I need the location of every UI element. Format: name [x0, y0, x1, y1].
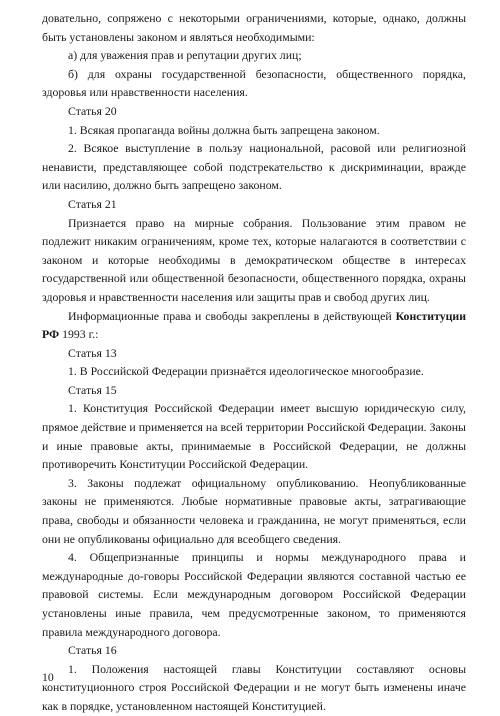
paragraph-continuation: довательно, сопряжено с некоторыми ограничениями, которые, однако, должны быть установлены законом и являться необходимыми:	[42, 11, 466, 44]
intro-text-end: 1993 г.:	[59, 327, 99, 342]
article-clause: 4. Общепризнанные принципы и нормы международного права и международные до-говоры Российской Федерации являются составной частью ее правовой системы. Если международным договором Российской Федерации установлены иные правила, чем предусмотренные законом, то применяются правила международного договора.	[42, 550, 466, 639]
article-heading: Статья 13	[68, 345, 117, 360]
article-heading: Статья 21	[68, 196, 117, 211]
constitution-intro-paragraph	[42, 307, 466, 344]
document-body	[42, 9, 466, 716]
article-clause: 2. Всякое выступление в пользу национальной, расовой или религиозной ненависти, представляющее собой подстрекательство к дискриминации, вражде или насилию, должно быть запрещено законом.	[42, 141, 466, 193]
article-clause: 1. В Российской Федерации признаётся идеологическое многообразие.	[68, 364, 424, 379]
article-clause: 1. Конституция Российской Федерации имеет высшую юридическую силу, прямое действие и применяется на всей территории Российской Федерации. Законы и иные правовые акты, принимаемые в Российской Федерации, не должны противоречить Конституции Российской Федерации.	[42, 401, 466, 472]
intro-text: Информационные права и свободы закреплены в действующей	[68, 308, 396, 323]
page-number: 10	[42, 670, 54, 684]
article-clause: 1. Всякая пропаганда войны должна быть запрещена законом.	[68, 122, 380, 137]
article-heading: Статья 20	[68, 103, 117, 118]
article-heading: Статья 16	[68, 643, 117, 658]
article-clause: 1. Положения настоящей главы Конституции составляют основы конституционного строя Российской Федерации и не могут быть изменены иначе как в порядке, установленном настоящей Конституцией.	[42, 661, 466, 713]
article-clause: 3. Законы подлежат официальному опубликованию. Неопубликованные законы не применяются. Любые нормативные правовые акты, затрагивающие права, свободы и обязанности человека и гражданина, не могут применяться, если они не опубликованы официально для всеобщего сведения.	[42, 475, 466, 546]
list-item-b: б) для охраны государственной безопасности, общественного порядка, здоровья или нравственности населения.	[42, 66, 466, 100]
list-item-a: а) для уважения прав и репутации других лиц;	[68, 48, 302, 63]
article-heading: Статья 15	[68, 382, 117, 397]
constitution-bold-term: Конституции РФ	[42, 308, 466, 342]
article-clause: Признается право на мирные собрания. Пользование этим правом не подлежит никаким ограничениям, кроме тех, которые налагаются в соответствии с законом и которые необходимы в демократическом обществе в интересах государственной или общественной безопасности, общественного порядка, охраны здоровья и нравственности населения или защиты прав и свобод других лиц.	[42, 215, 466, 304]
